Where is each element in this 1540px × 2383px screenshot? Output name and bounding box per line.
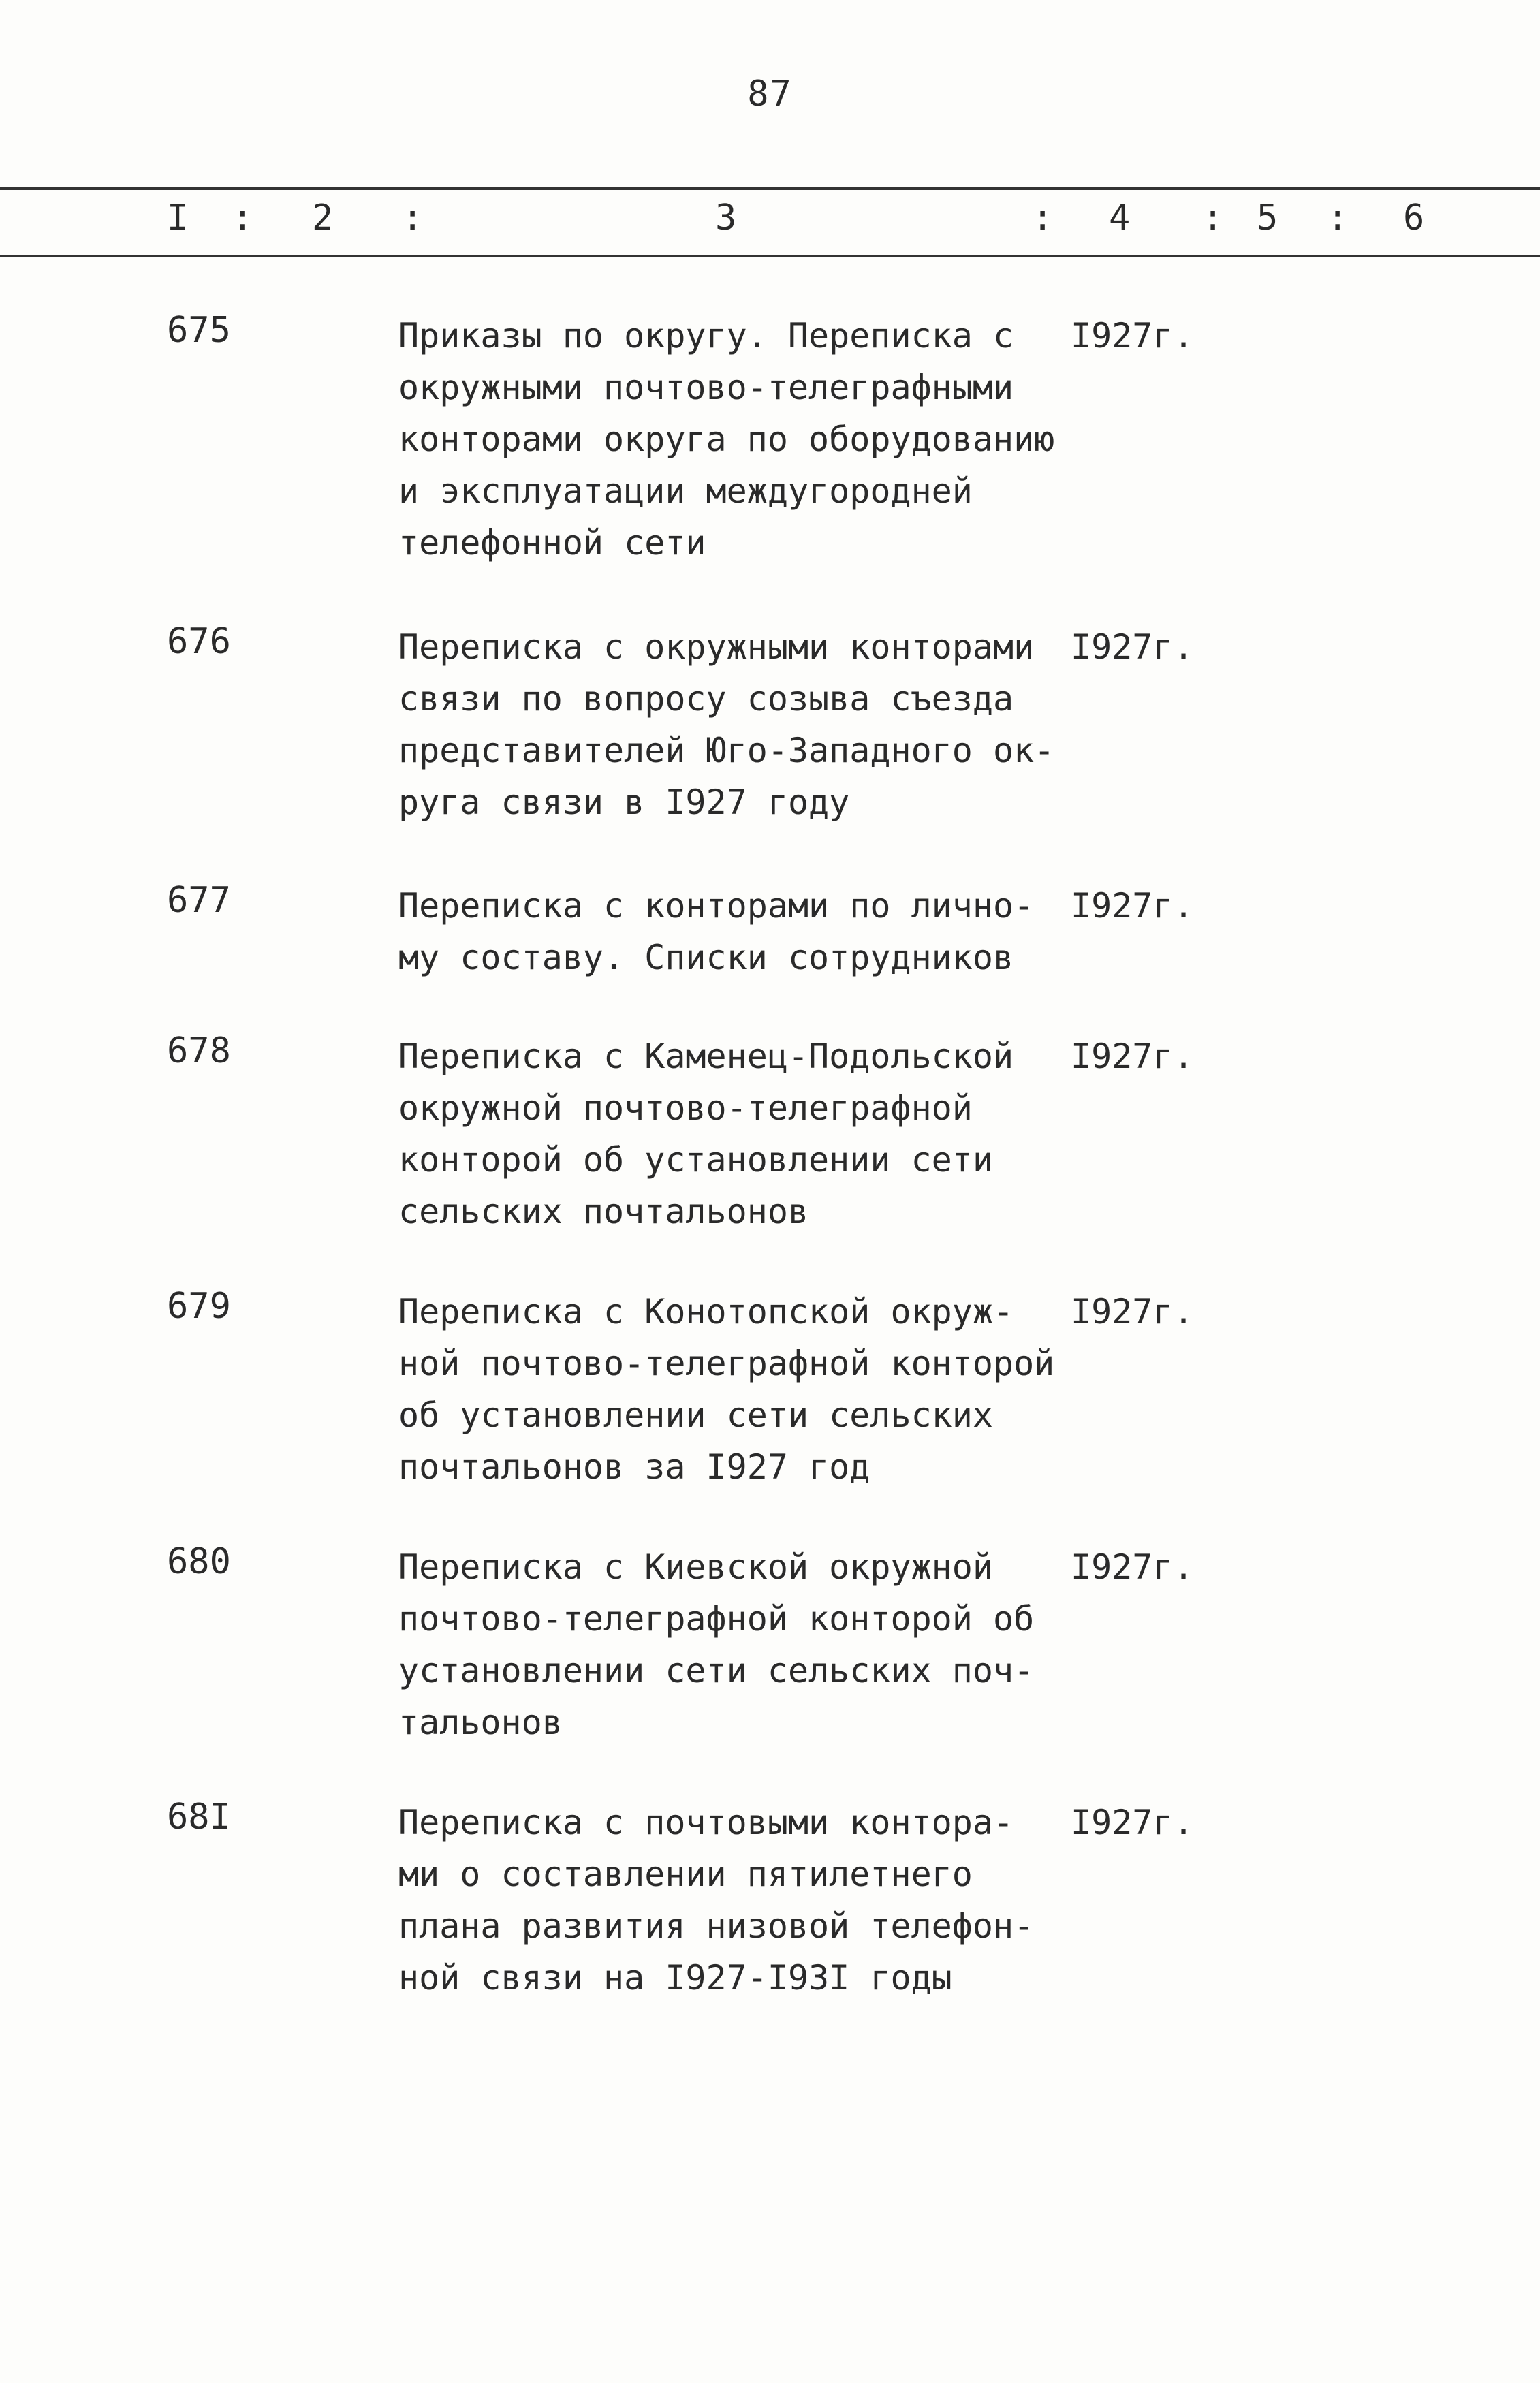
entry-title: Переписка с конторами по лично- му составу. Списки сотрудников [398, 886, 1035, 977]
column-header-2: 2 [312, 198, 334, 238]
entry-date: I927г. [1071, 1547, 1194, 1587]
column-separator: : [402, 198, 424, 238]
column-header-3: 3 [715, 198, 737, 238]
entry-number: 676 [167, 621, 231, 662]
header-top-rule [0, 187, 1540, 190]
column-separator: : [232, 198, 253, 238]
header-bottom-rule [0, 255, 1540, 257]
entry-date: I927г. [1071, 1803, 1194, 1842]
column-header-4: 4 [1109, 198, 1131, 238]
entry-title: Переписка с Конотопской окруж- ной почтово-телеграфной конторой об установлении сети сельских почтальонов за I927 год [398, 1292, 1055, 1487]
entry-title: Переписка с Каменец-Подольской окружной почтово-телеграфной конторой об установлении сети сельских почтальонов [398, 1037, 1014, 1231]
entry-number: 679 [167, 1286, 231, 1327]
column-separator: : [1327, 198, 1349, 238]
entry-title: Переписка с почтовыми контора- ми о составлении пятилетнего плана развития низовой телефон- ной связи на I927-I93I годы [398, 1803, 1035, 1998]
entry-number: 675 [167, 310, 231, 351]
column-separator: : [1202, 198, 1224, 238]
column-header-6: 6 [1403, 198, 1425, 238]
entry-date: I927г. [1071, 1292, 1194, 1331]
entry-date: I927г. [1071, 316, 1194, 356]
column-header-5: 5 [1257, 198, 1278, 238]
entry-number: 68I [167, 1797, 231, 1837]
entry-date: I927г. [1071, 886, 1194, 926]
entry-date: I927г. [1071, 627, 1194, 667]
entry-title: Переписка с окружными конторами связи по вопросу созыва съезда представителей Юго-Западного ок- руга связи в I927 году [398, 627, 1055, 822]
entry-title: Переписка с Киевской окружной почтово-телеграфной конторой об установлении сети сельских поч- тальонов [398, 1547, 1035, 1742]
column-separator: : [1032, 198, 1054, 238]
entry-number: 677 [167, 880, 231, 921]
page-number: 87 [747, 74, 793, 114]
column-header-1: I [167, 198, 189, 238]
entry-date: I927г. [1071, 1037, 1194, 1076]
entry-title: Приказы по округу. Переписка с окружными почтово-телеграфными конторами округа по оборудованию и эксплуатации междугородней телефонной сети [398, 316, 1055, 563]
entry-number: 680 [167, 1541, 231, 1582]
entry-number: 678 [167, 1030, 231, 1071]
